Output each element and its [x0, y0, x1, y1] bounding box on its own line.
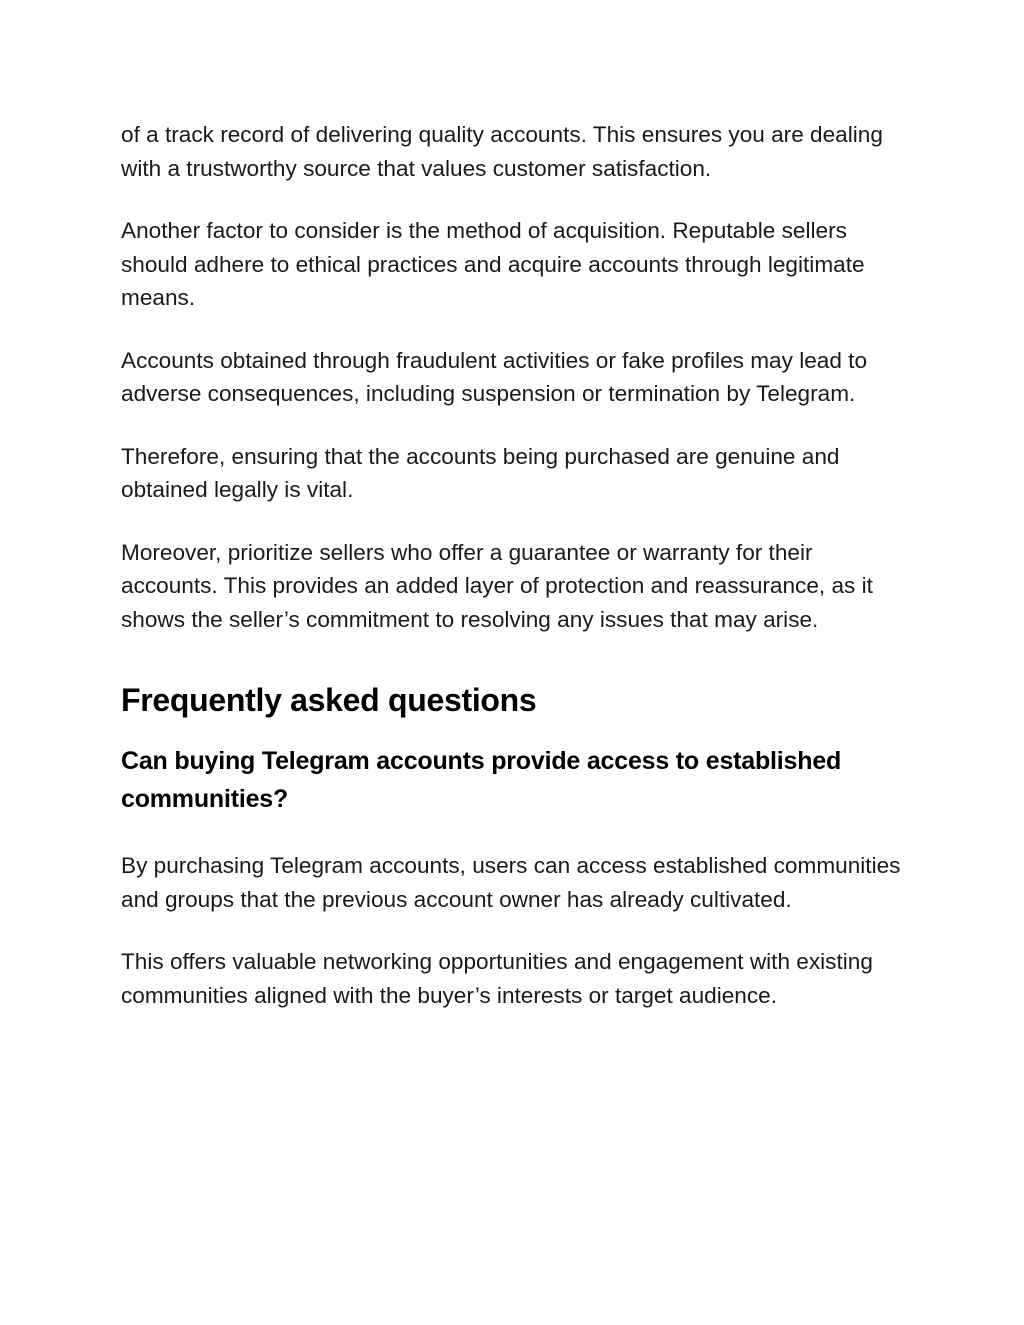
faq-answer-paragraph: This offers valuable networking opportunities and engagement with existing communities aligned with the buyer’s interests or target audience. [121, 949, 873, 1008]
faq-answer-paragraph: By purchasing Telegram accounts, users can access established communities and groups that the previous account owner has already cultivated. [121, 853, 901, 912]
faq-section-heading: Frequently asked questions [121, 682, 537, 718]
paragraph-guarantee-warranty: Moreover, prioritize sellers who offer a guarantee or warranty for their accounts. This provides an added layer of protection and reassurance, as it shows the seller’s commitment to resolving any issues that may arise. [121, 539, 873, 632]
paragraph-track-record: of a track record of delivering quality accounts. This ensures you are dealing with a trustworthy source that values customer satisfaction. [121, 122, 883, 181]
paragraph-fraudulent-accounts: Accounts obtained through fraudulent activities or fake profiles may lead to adverse consequences, including suspension or termination by Telegram. [121, 347, 868, 406]
paragraph-acquisition-method: Another factor to consider is the method of acquisition. Reputable sellers should adhere to ethical practices and acquire accounts through legitimate means. [121, 218, 865, 310]
document-page [121, 118, 911, 1041]
paragraph-genuine-accounts: Therefore, ensuring that the accounts being purchased are genuine and obtained legally is vital. [121, 443, 840, 502]
faq-question: Can buying Telegram accounts provide access to established communities? [121, 747, 842, 813]
